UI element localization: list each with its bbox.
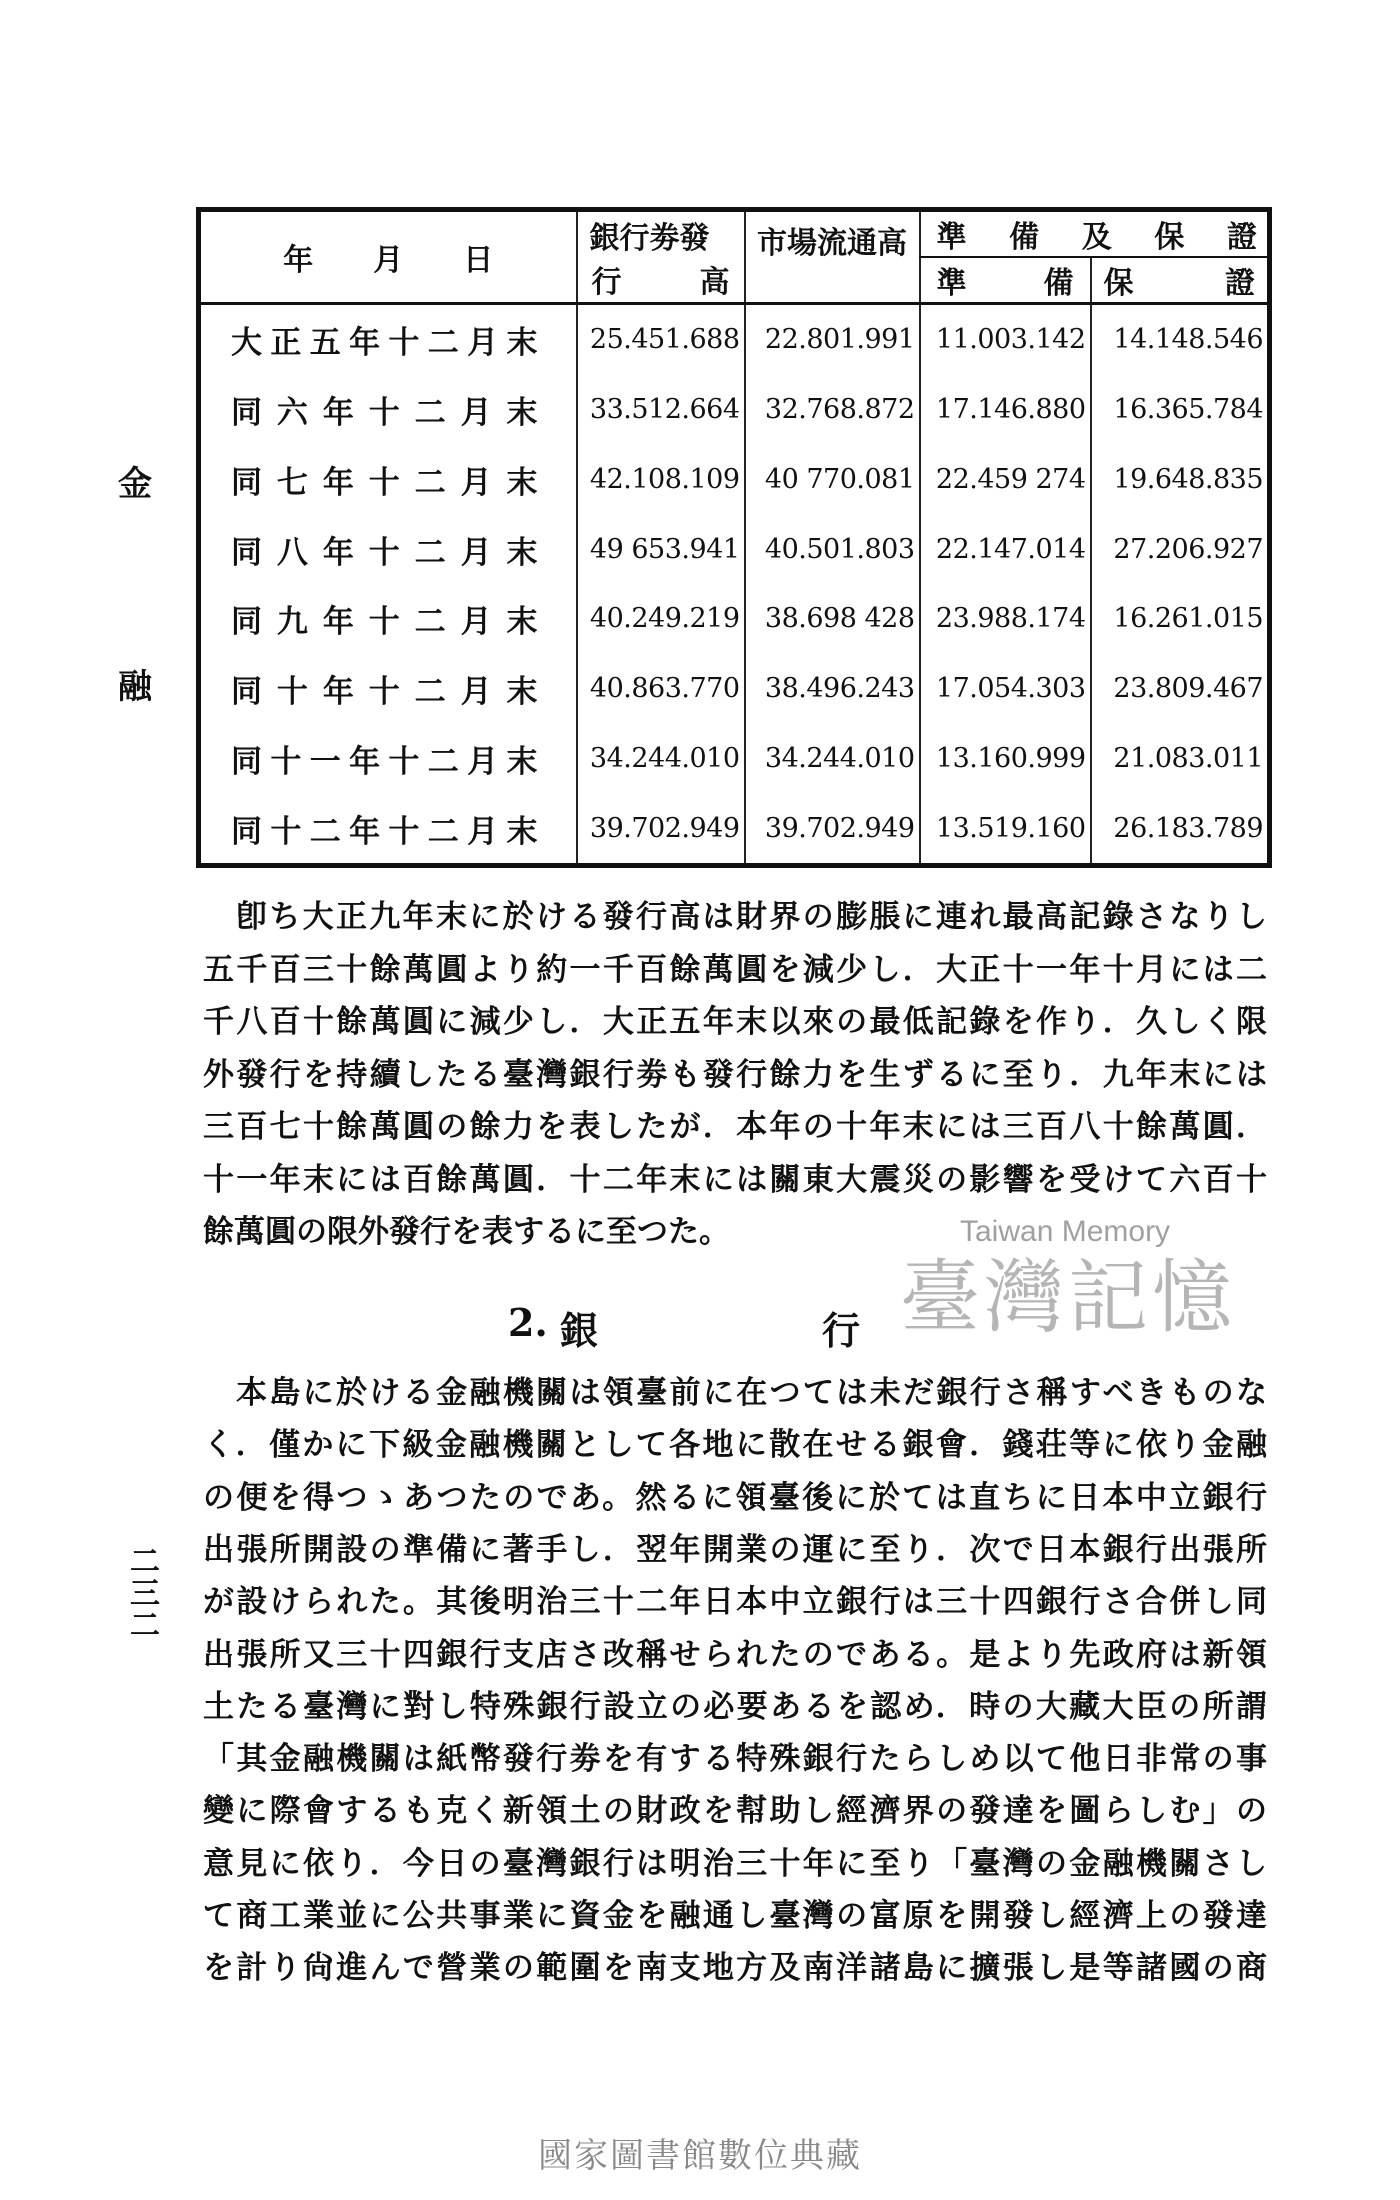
reserve-cell: 17.054.303 — [920, 654, 1091, 724]
table-row — [199, 445, 1270, 515]
section-title-char1: 銀 — [560, 1308, 599, 1353]
security-cell: 16.261.015 — [1091, 584, 1270, 654]
section2-line: 土たる臺灣に對し特殊銀行設立の必要あるを認め．時の大藏大臣の所謂 — [203, 1688, 1267, 1725]
table-row — [199, 375, 1270, 445]
date-cell: 同十年十二月末 — [231, 674, 538, 711]
section2-line: が設けられた。其後明治三十二年日本中立銀行は三十四銀行さ合併し同 — [203, 1584, 1267, 1621]
circulation-cell: 40 770.081 — [745, 445, 920, 515]
reserve-cell: 22.459 274 — [920, 445, 1091, 515]
paragraph1-line: 外發行を持續したる臺灣銀行劵も發行餘力を生ずるに至り．九年末には — [203, 1056, 1267, 1093]
date-cell: 同九年十二月末 — [231, 604, 538, 641]
header-reserve-group: 準 備 及 保 證 — [920, 210, 1270, 258]
section2-line: て商工業並に公共事業に資金を融通し臺灣の富原を開發し經濟上の發達 — [203, 1898, 1267, 1934]
header-issued-line2: 行 高 — [591, 265, 730, 300]
security-cell: 21.083.011 — [1091, 723, 1270, 793]
page-number: 二三二 — [124, 1545, 159, 1641]
watermark-logo: 臺灣記憶 — [900, 1251, 1236, 1344]
section2-line: く．僅かに下級金融機關として各地に散在せる銀會．錢荘等に依り金融 — [203, 1427, 1267, 1464]
paragraph1-line: 千八百十餘萬圓に減少し．大正五年末以來の最低記錄を作り．久しく限 — [203, 1004, 1267, 1040]
banknote-table — [196, 207, 1272, 868]
circulation-cell: 38.496.243 — [745, 654, 920, 724]
date-cell: 同六年十二月末 — [231, 395, 538, 432]
reserve-cell: 13.160.999 — [920, 723, 1091, 793]
section2-line: 「其金融機關は紙幣發行劵を有する特殊銀行たらしめ以て他日非常の事 — [203, 1741, 1267, 1778]
issued-cell: 49 653.941 — [577, 514, 745, 584]
section-number: 2. — [508, 1300, 548, 1345]
header-issued — [577, 210, 745, 304]
section2-line: 出張所開設の準備に著手し．翌年開業の運に至り．次で日本銀行出張所 — [203, 1531, 1267, 1568]
paragraph1-line: 五千百三十餘萬圓より約一千百餘萬圓を減少し．大正十一年十月には二 — [203, 951, 1267, 988]
circulation-cell: 39.702.949 — [745, 793, 920, 865]
reserve-cell: 23.988.174 — [920, 584, 1091, 654]
header-reserve: 準 備 — [920, 257, 1091, 304]
reserve-cell: 13.519.160 — [920, 793, 1091, 865]
footer-credit: 國家圖書館數位典藏 — [538, 2136, 862, 2176]
paragraph1-line: 卽ち大正九年末に於ける發行高は財界の膨脹に連れ最高記錄さなりし — [236, 899, 1267, 935]
issued-cell: 39.702.949 — [577, 793, 745, 865]
date-cell: 同十二年十二月末 — [231, 813, 538, 850]
margin-label-yu: 融 — [118, 667, 152, 707]
security-cell: 16.365.784 — [1091, 375, 1270, 445]
issued-cell: 42.108.109 — [577, 445, 745, 515]
security-cell: 23.809.467 — [1091, 654, 1270, 724]
margin-label-kin: 金 — [118, 464, 152, 504]
section-title-char2: 行 — [822, 1308, 861, 1353]
header-security: 保 證 — [1091, 257, 1270, 304]
section2-line: 本島に於ける金融機關は領臺前に在つては未だ銀行さ稱すべきものな — [236, 1375, 1267, 1411]
table-row — [199, 654, 1270, 724]
security-cell: 19.648.835 — [1091, 445, 1270, 515]
header-circulation: 市場流通高 — [745, 210, 920, 304]
circulation-cell: 40.501.803 — [745, 514, 920, 584]
reserve-cell: 22.147.014 — [920, 514, 1091, 584]
section2-line: 意見に依り．今日の臺灣銀行は明治三十年に至り「臺灣の金融機關さし — [203, 1845, 1267, 1882]
section2-line: を計り尙進んで營業の範圍を南支地方及南洋諸島に擴張し是等諸國の商 — [203, 1950, 1267, 1987]
security-cell: 14.148.546 — [1091, 304, 1270, 375]
circulation-cell: 34.244.010 — [745, 723, 920, 793]
security-cell: 27.206.927 — [1091, 514, 1270, 584]
date-cell: 同十一年十二月末 — [231, 743, 538, 780]
reserve-cell: 11.003.142 — [920, 304, 1091, 375]
date-cell: 同八年十二月末 — [231, 534, 538, 571]
date-cell: 同七年十二月末 — [231, 464, 538, 501]
paragraph1-line: 餘萬圓の限外發行を表するに至つた。 — [203, 1214, 730, 1250]
table-row — [199, 584, 1270, 654]
table-row — [199, 304, 1270, 375]
table-row — [199, 723, 1270, 793]
section2-line: 變に際會するも克く新領土の財政を幇助し經濟界の發達を圖らしむ」の — [203, 1793, 1267, 1830]
header-date: 年 月 日 — [199, 210, 577, 304]
circulation-cell: 38.698 428 — [745, 584, 920, 654]
paragraph1-line: 十一年末には百餘萬圓．十二年末には關東大震災の影響を受けて六百十 — [203, 1161, 1267, 1198]
circulation-cell: 22.801.991 — [745, 304, 920, 375]
paragraph1-line: 三百七十餘萬圓の餘力を表したが．本年の十年末には三百八十餘萬圓． — [203, 1109, 1267, 1145]
issued-cell: 25.451.688 — [577, 304, 745, 375]
security-cell: 26.183.789 — [1091, 793, 1270, 865]
issued-cell: 40.863.770 — [577, 654, 745, 724]
issued-cell: 40.249.219 — [577, 584, 745, 654]
table-row — [199, 793, 1270, 865]
section2-line: 出張所又三十四銀行支店さ改稱せられたのである。是より先政府は新領 — [203, 1636, 1267, 1673]
table-row — [199, 514, 1270, 584]
circulation-cell: 32.768.872 — [745, 375, 920, 445]
watermark-subtitle: Taiwan Memory — [960, 1215, 1171, 1248]
date-cell: 大正五年十二月末 — [231, 325, 538, 362]
reserve-cell: 17.146.880 — [920, 375, 1091, 445]
issued-cell: 34.244.010 — [577, 723, 745, 793]
section2-line: の便を得つゝあつたのであ。然るに領臺後に於ては直ちに日本中立銀行 — [203, 1479, 1267, 1516]
header-issued-line1: 銀行劵發 — [589, 221, 710, 256]
issued-cell: 33.512.664 — [577, 375, 745, 445]
